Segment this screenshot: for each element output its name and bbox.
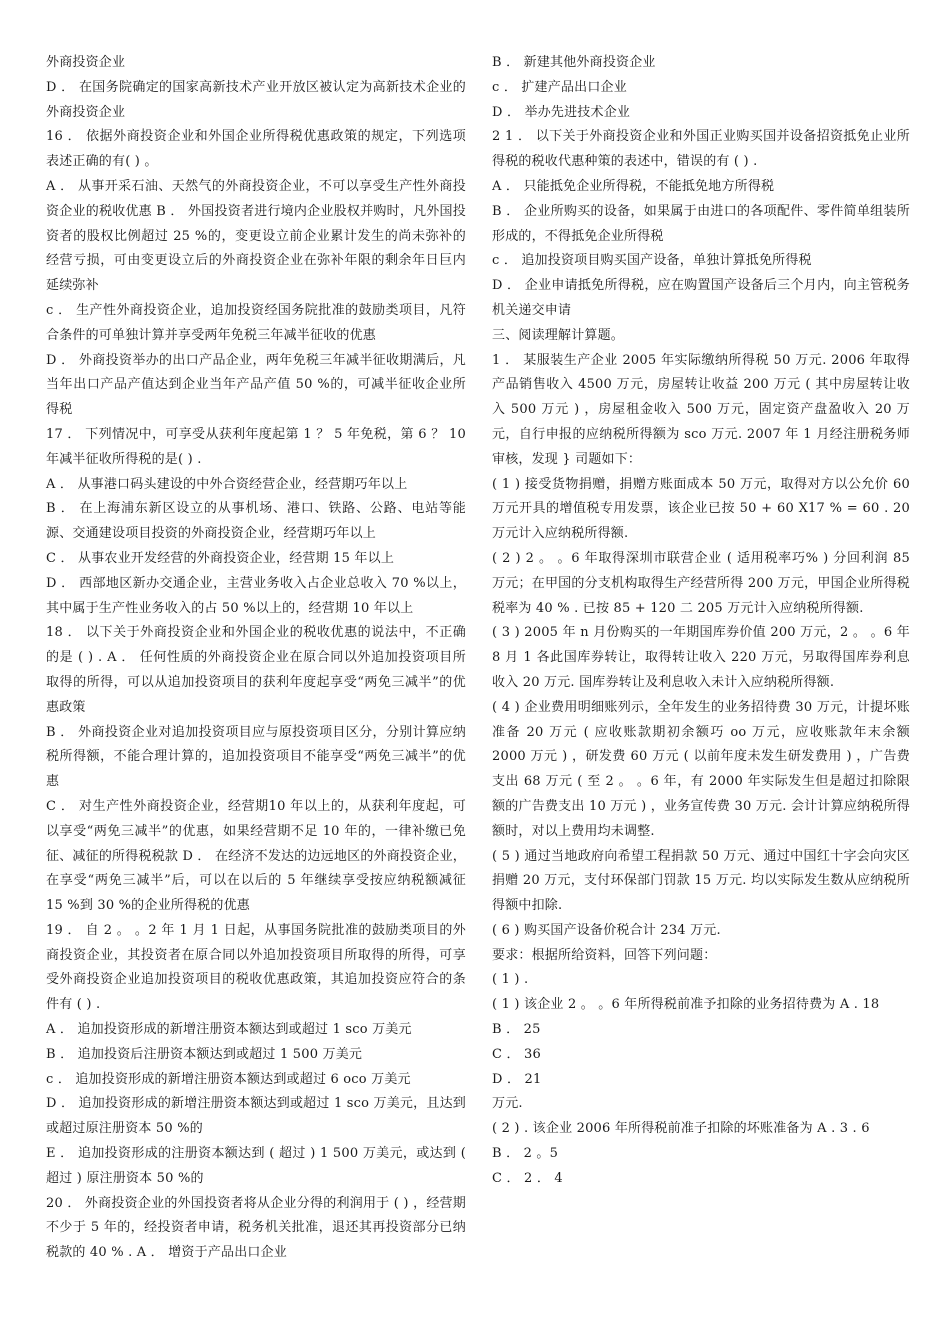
question-17-option-b: B ． 在上海浦东新区设立的从事机场、港口、铁路、公路、电站等能源、交通建设项目投资的外商投资企业，经营期巧年以上 <box>46 501 466 542</box>
question-19-option-a: A ． 追加投资形成的新增注册资本额达到或超过 1 sco 万美元 <box>46 1022 412 1038</box>
case-1-item-3: ( 3 ) 2005 年 n 月份购买的一年期国库券价值 200 万元，2 。 。6 年 8 月 1 各此国库券转让，取得转让收入 220 万元，另取得国库券利息收入 20 万元. 国库券转让及利息收入未计入应纳税所得额. <box>492 625 910 690</box>
text-line: 外商投资企业 <box>46 55 126 70</box>
question-21-option-a: A ． 只能抵免企业所得税，不能抵免地方所得税 <box>492 178 775 194</box>
question-20-option-b: B ． 新建其他外商投资企业 <box>492 55 656 70</box>
requirement-line: 要求：根据所给资料，回答下列问题： <box>492 947 717 963</box>
sub-question-1-option-d: D ． 21 <box>492 1071 542 1087</box>
case-1-item-6: ( 6 ) 购买国产设备价税合计 234 万元. <box>492 922 721 938</box>
question-19-option-d: D ． 追加投资形成的新增注册资本额达到或超过 1 sco 万美元，且达到或超过原注册资本 50 %的 <box>46 1096 466 1137</box>
question-18-option-c-d: C ． 对生产性外商投资企业，经营期10 年以上的，从获利年度起，可以享受“两免三减半”的优惠，如果经营期不足 10 年的，一律补缴已免征、减征的所得税税款 D ． 在经济不发达的边远地区的外商投资企业，在享受“两免三减半”后，可以在以后的 5 年继续享受按应纳税额减征 15 %到 30 %的企业所得税的优惠 <box>46 798 466 914</box>
sub-question-1-stem: ( 1 ) 该企业 2 。 。6 年所得税前准予扣除的业务招待费为 A . 18 <box>492 997 880 1013</box>
question-19-option-c: c ． 追加投资形成的新增注册资本额达到或超过 6 oco 万美元 <box>46 1071 411 1087</box>
question-19-stem: 19 ． 自 2 。 。2 年 1 月 1 日起，从事国务院批准的鼓励类项目的外商投资企业，其投资者在原合同以外追加投资项目所取得的所得，可享受外商投资企业追加投资项目的税收优惠政策，其追加投资应符合的条件有 ( ) . <box>46 922 466 1013</box>
question-18-stem: 18 ． 以下关于外商投资企业和外国企业的税收优惠的说法中，不正确的是 ( ) . A ． 任何性质的外商投资企业在原合同以外追加投资项目所取得的所得，可以从追加投资项目的获利年度起享受“两免三减半”的优惠政策 <box>46 625 466 715</box>
question-16-stem: 16 ． 依据外商投资企业和外国企业所得税优惠政策的规定，下列选项表述正确的有( ) 。 <box>46 129 466 170</box>
question-17-option-c: C ． 从事农业开发经营的外商投资企业，经营期 15 年以上 <box>46 550 395 566</box>
question-17-option-d: D ． 西部地区新办交通企业，主营业务收入占企业总收入 70 %以上，其中属于生产性业务收入的占 50 %以上的，经营期 10 年以上 <box>46 575 466 616</box>
question-19-option-e: E ． 追加投资形成的注册资本额达到 ( 超过 ) 1 500 万美元，或达到 ( 超过 ) 原注册资本 50 %的 <box>46 1146 466 1186</box>
question-21-option-c: c ． 追加投资项目购买国产设备，单独计算抵免所得税 <box>492 253 812 269</box>
question-17-stem: 17 ． 下列情况中，可享受从获利年度起第 1 ？ 5 年免税，第 6 ？ 10 年减半征收所得税的是( ) . <box>46 426 466 467</box>
case-1-item-2: ( 2 ) 2 。 。6 年取得深圳市联营企业 ( 适用税率巧% ) 分回利润 85 万元；在甲国的分支机构取得生产经营所得 200 万元，甲国企业所得税税率为 40 % . 已按 85 + 120 二 205 万元计入应纳税所得额. <box>492 550 910 616</box>
question-20-option-c: c ． 扩建产品出口企业 <box>492 79 627 95</box>
sub-question-1-option-b: B ． 25 <box>492 1022 541 1038</box>
section-heading: 三、阅读理解计算题。 <box>492 327 625 343</box>
question-19-option-b: B ． 追加投资后注册资本额达到或超过 1 500 万美元 <box>46 1046 363 1062</box>
case-1-item-5: ( 5 ) 通过当地政府向希望工程捐款 50 万元、通过中国红十字会向灾区捐赠 20 万元，支付环保部门罚款 15 万元. 均以实际发生数从应纳税所得额中扣除. <box>492 848 910 914</box>
left-column <box>46 51 466 1266</box>
case-1-intro: 1 ． 某服装生产企业 2005 年实际缴纳所得税 50 万元. 2006 年取得产品销售收入 4500 万元，房屋转让收益 200 万元 ( 其中房屋转让收入 500 万元 ) ，房屋租金收入 500 万元，固定资产盘盈收入 20 万元，自行申报的应纳税所得额为 sco 万元. 2007 年 1 月经注册税务师审核，发现 } 司题如下： <box>492 352 910 467</box>
question-21-stem: 2 1 ． 以下关于外商投资企业和外国正业购买国并设备招资抵免止业所得税的税收代惠种策的表述中，错误的有 ( ) . <box>492 129 910 170</box>
sub-question-2-stem: ( 2 ) . 该企业 2006 年所得税前准子扣除的坏账准备为 A . 3 . 6 <box>492 1121 870 1137</box>
case-1-item-4: ( 4 ) 企业费用明细账列示，全年发生的业务招待费 30 万元，计提坏账准备 20 万元 ( 应收账款期初余额巧 oo 万元，应收账款年末余额 2000 万元 ) ，研发费 60 万元 ( 以前年度未发生研发费用 ) ，广告费支出 68 万元 ( 至 2 。 。6 年，有 2000 年实际发生但是超过扣除限额的广告费支出 10 万元 ) ，业务宣传费 30 万元. 会计计算应纳税所得额时，对以上费用均未调整. <box>492 699 910 839</box>
question-16-option-c: c ． 生产性外商投资企业，追加投资经国务院批准的鼓励类项目，凡符合条件的可单独计算并享受两年免税三年减半征收的优惠 <box>46 302 466 343</box>
sub-question-2-option-c: C ． 2 ． 4 <box>492 1170 563 1186</box>
unit-line: 万元. <box>492 1096 523 1112</box>
question-16-option-d: D ． 外商投资举办的出口产品企业，两年免税三年减半征收期满后，凡当年出口产品产值达到企业当年产品产值 50 %的，可减半征收企业所得税 <box>46 352 466 418</box>
question-18-option-b: B ． 外商投资企业对追加投资项目应与原投资项目区分，分别计算应纳税所得额，不能合理计算的，追加投资项目不能享受“两免三减半”的优惠 <box>46 724 466 790</box>
sub-question-1-option-c: C ． 36 <box>492 1046 541 1062</box>
sub-question-number: ( 1 ) . <box>492 972 529 988</box>
question-20-option-d: D ． 举办先进技术企业 <box>492 104 631 120</box>
question-21-option-b: B ． 企业所购买的设备，如果属于由进口的各项配件、零件简单组装所形成的，不得抵免企业所得税 <box>492 203 910 244</box>
question-21-option-d: D ． 企业申请抵免所得税，应在购置国产设备后三个月内，向主管税务机关递交申请 <box>492 278 910 318</box>
question-16-option-a-b: A ． 从事开采石油、天然气的外商投资企业，不可以享受生产性外商投资企业的税收优惠 B ． 外国投资者进行境内企业股权并购时，凡外国投资者的股权比例超过 25 %的，变更设立前企业累计发生的尚未弥补的经营亏损，可由变更设立后的外商投资企业在弥补年限的剩余年日巨内延续弥补 <box>46 178 466 294</box>
question-20-stem: 20 ． 外商投资企业的外国投资者将从企业分得的利润用于 ( ) ，经营期不少于 5 年的，经投资者申请，税务机关批准，退还其再投资部分已纳税款的 40 % . A ． 增资于产品出口企业 <box>46 1195 466 1261</box>
option-d-high-tech-zone: D ． 在国务院确定的国家高新技术产业开放区被认定为高新技术企业的外商投资企业 <box>46 79 466 120</box>
sub-question-2-option-b: B ． 2 。5 <box>492 1146 559 1162</box>
case-1-item-1: ( 1 ) 接受货物捐赠，捐赠方账面成本 50 万元，取得对方以公允价 60 万元开具的增值税专用发票，该企业已按 50 + 60 X17 % = 60 . 20 万元计入应纳税所得额. <box>492 476 910 542</box>
right-column <box>492 51 910 1192</box>
question-17-option-a: A ． 从事港口码头建设的中外合资经营企业，经营期巧年以上 <box>46 476 408 492</box>
